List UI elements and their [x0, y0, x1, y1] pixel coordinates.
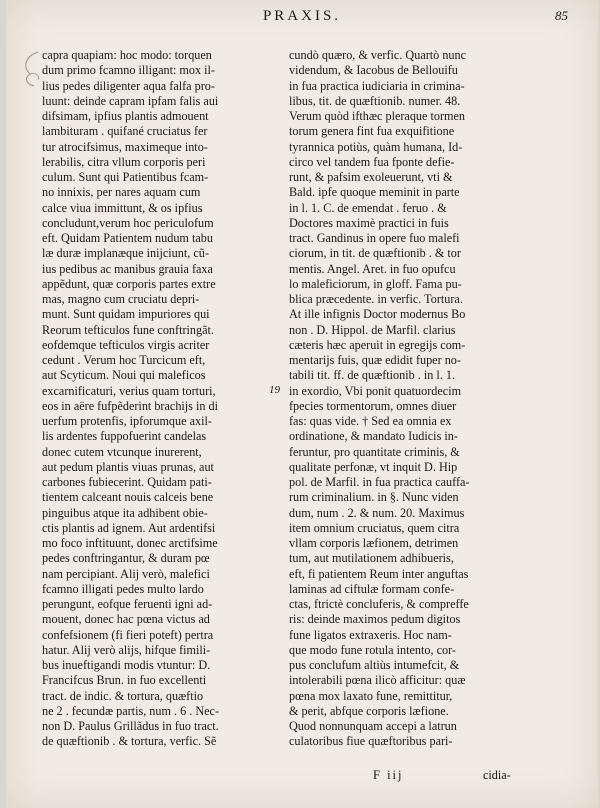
text-line: lius pedes diligenter aqua falfa pro- [42, 78, 215, 93]
text-line: Francifcus Brun. in fuo excellenti [42, 673, 207, 688]
text-line: difsimam, ipfius plantis admouent [42, 109, 209, 123]
text-line: de quæftionib . & tortura, verfic. Sẽ [42, 734, 217, 749]
text-line: rum criminalium. in §. Nunc viden [289, 490, 459, 505]
text-line: libus, tit. de quæftionib. numer. 48. [289, 93, 461, 108]
text-line: culum. Sunt qui Patientibus fcam- [42, 170, 209, 184]
text-line: fpecies tormentorum, omnes diuer [289, 398, 457, 413]
text-line: ius pedibus ac manibus grauia faxa [42, 261, 213, 276]
text-line: cundò quæro, & verfic. Quartò nunc [289, 48, 467, 62]
text-line: dum primo fcamno illigant: mox il- [42, 63, 215, 78]
text-line: tabili tit. ff. de quæftionib . in l. 1. [289, 368, 455, 383]
text-line: no innixis, per nares aquam cum [42, 185, 201, 200]
text-line: mentis. Angel. Aret. in fuo opufcu [289, 261, 456, 276]
text-line: eos in aëre fufpẽderint brachijs in di [42, 398, 218, 413]
text-line: non D. Paulus Grillãdus in fuo tract. [42, 719, 219, 733]
text-line: videndum, & Iacobus de Bellouifu [289, 63, 458, 78]
text-line: eofdemque tefticulos virgis acriter [42, 337, 210, 352]
text-line: eft. Quidam Patientem nudum tabu [42, 231, 213, 245]
right-text-column [289, 48, 527, 750]
text-line: torum genera fint fua exquifitione [289, 124, 455, 139]
text-line: bus inueftigandi modis vtuntur: D. [42, 658, 211, 672]
marginal-note-number: 19 [269, 384, 280, 396]
text-line: ordinatione, & mandato Iudicis in- [289, 429, 458, 444]
book-page [6, 0, 598, 808]
text-line: mo foco inftituunt, donec arctifsime [42, 536, 218, 550]
page-header [6, 6, 598, 30]
text-line: fas: quas vide. † Sed ea omnia ex [289, 414, 452, 428]
text-line: eft, fi patientem Reum inter anguftas [289, 566, 469, 581]
text-line: lerabilis, citra vllum corporis peri [42, 154, 206, 169]
manicule-mark-icon [16, 48, 44, 88]
text-line: mentarijs fuis, quæ edidit fuper no- [289, 353, 461, 367]
text-line: tract. Gandinus in opere fuo malefi [289, 231, 460, 245]
text-line: aut pedum plantis viuas prunas, aut [42, 459, 214, 474]
text-line: in l. 1. C. de emendat . feruo . & [289, 200, 447, 215]
text-line: mas, magno cum cruciatu depri- [42, 292, 200, 306]
text-line: Bald. ipfe quoque meminit in parte [289, 185, 460, 200]
text-line: circo vel tandem fua fponte defie- [289, 154, 455, 169]
text-line: uerfum protenfis, ipforumque axil- [42, 414, 212, 428]
catchword: cidia- [483, 768, 511, 782]
text-line: tyrannica potiùs, quàm humana, Id- [289, 139, 463, 154]
text-line: pol. de Marfil. in fua practica cauffa- [289, 475, 470, 489]
text-line: cedunt . Verum hoc Turcicum eft, [42, 353, 206, 367]
text-line: pinguibus atque ita adhibent obie- [42, 505, 208, 520]
text-line: non . D. Hippol. de Marfil. clarius [289, 322, 456, 337]
text-line: ctis plantis ad ignem. Aut ardentifsi [42, 520, 216, 535]
text-line: dum, num . 2. & num. 20. Maximus [289, 505, 465, 520]
running-head: PRAXIS. [262, 8, 342, 24]
text-line: ris: deinde maximos pedum digitos [289, 612, 461, 627]
text-line: lambituram . quifané cruciatus fer [42, 124, 208, 139]
text-line: feruntur, pro quantitate criminis, & [289, 444, 460, 459]
text-line: Doctores maximè practici in fuis [289, 215, 449, 230]
text-line: nam percipiant. Alij verò, malefici [42, 566, 210, 581]
left-text-column [42, 48, 280, 750]
text-line: vllam corporis læfionem, detrimen [289, 536, 459, 550]
text-line: in fua practica iudiciaria in crimina- [289, 78, 465, 93]
text-line: in exordio, Vbi ponit quatuordecim [289, 383, 462, 398]
text-line: fcamno illigati pedes multo lardo [42, 581, 204, 596]
text-line: intolerabili pœna ilicò afficitur: quæ [289, 673, 466, 688]
text-line: excarnificaturi, verius quam torturi, [42, 383, 216, 398]
text-line: & perit, abfque corporis læfione. [289, 703, 449, 718]
text-line: laminas ad ciftulæ formam confe- [289, 581, 455, 596]
text-line: ne 2 . fecundæ partis, num . 6 . Nec- [42, 703, 220, 718]
text-line: tur atrocifsimus, maximeque into- [42, 139, 208, 154]
text-line: que modo fune rotula intento, cor- [289, 642, 456, 657]
text-line: confefsionem (fi fieri poteft) pertra [42, 627, 214, 642]
signature-mark: F iij [373, 768, 404, 782]
text-line: carbones fubiecerint. Quidam pati- [42, 475, 212, 489]
text-line: tract. de indic. & tortura, quæftio [42, 688, 204, 703]
text-line: blica præcedente. in verfic. Tortura. [289, 292, 463, 306]
text-line: aut Scyticum. Noui qui maleficos [42, 368, 206, 383]
text-line: Reorum tefticulos fune conftringãt. [42, 322, 214, 337]
text-line: At ille infignis Doctor modernus Bo [289, 307, 466, 322]
text-line: cæteris hæc aperuit in egregijs com- [289, 337, 466, 352]
text-line: capra quapiam: hoc modo: torquen [42, 48, 212, 62]
text-line: appẽdunt, quæ corporis partes extre [42, 276, 216, 291]
text-line: culatoribus fiue quæftoribus pari- [289, 734, 453, 749]
text-line: munt. Sunt quidam impuriores qui [42, 307, 210, 322]
text-line: luunt: deinde capram ipfam falis aui [42, 93, 219, 108]
text-line: pœna mox laxato fune, remittitur, [289, 688, 453, 703]
text-line: donec cutem vtcunque inurerent, [42, 444, 202, 459]
text-line: ctas, ftrictè concluferis, & compreffe [289, 597, 469, 611]
page-number: 85 [555, 8, 568, 23]
text-line: item omnium cruciatus, quem citra [289, 520, 460, 535]
text-line: Verum quòd ifthæc pleraque tormen [289, 109, 465, 123]
text-line: concludunt,verum hoc periculofum [42, 215, 214, 230]
text-line: calce viua immittunt, & os ipfius [42, 200, 203, 215]
text-line: hatur. Alij verò alijs, hifque fimili- [42, 642, 211, 657]
text-line: runt, & pafsim exoleuerunt, vti & [289, 170, 453, 184]
text-line: Quod nonnunquam accepi a latrun [289, 719, 457, 733]
text-line: mouent, donec hac pœna victus ad [42, 612, 210, 627]
text-line: tum, aut mutilationem adhibueris, [289, 551, 454, 566]
text-line: tientem calceant nouis calceis bene [42, 490, 214, 505]
text-line: qualitate perfonæ, vt inquit D. Hip [289, 459, 458, 474]
text-line: fune ligatos extraxeris. Hoc nam- [289, 627, 452, 642]
text-line: pedes conftringantur, & duram pœ [42, 551, 210, 566]
text-line: læ duræ implanæque inijciunt, cũ- [42, 246, 209, 261]
text-line: lo maleficiorum, in gloff. Fama pu- [289, 276, 462, 291]
text-line: perungunt, eofque feruenti igni ad- [42, 597, 213, 611]
text-line: pus conclufum altiùs intumefcit, & [289, 658, 460, 672]
text-line: lis ardentes fuppofuerint candelas [42, 429, 207, 444]
text-line: ciorum, in tit. de quæftionib . & tor [289, 246, 461, 261]
